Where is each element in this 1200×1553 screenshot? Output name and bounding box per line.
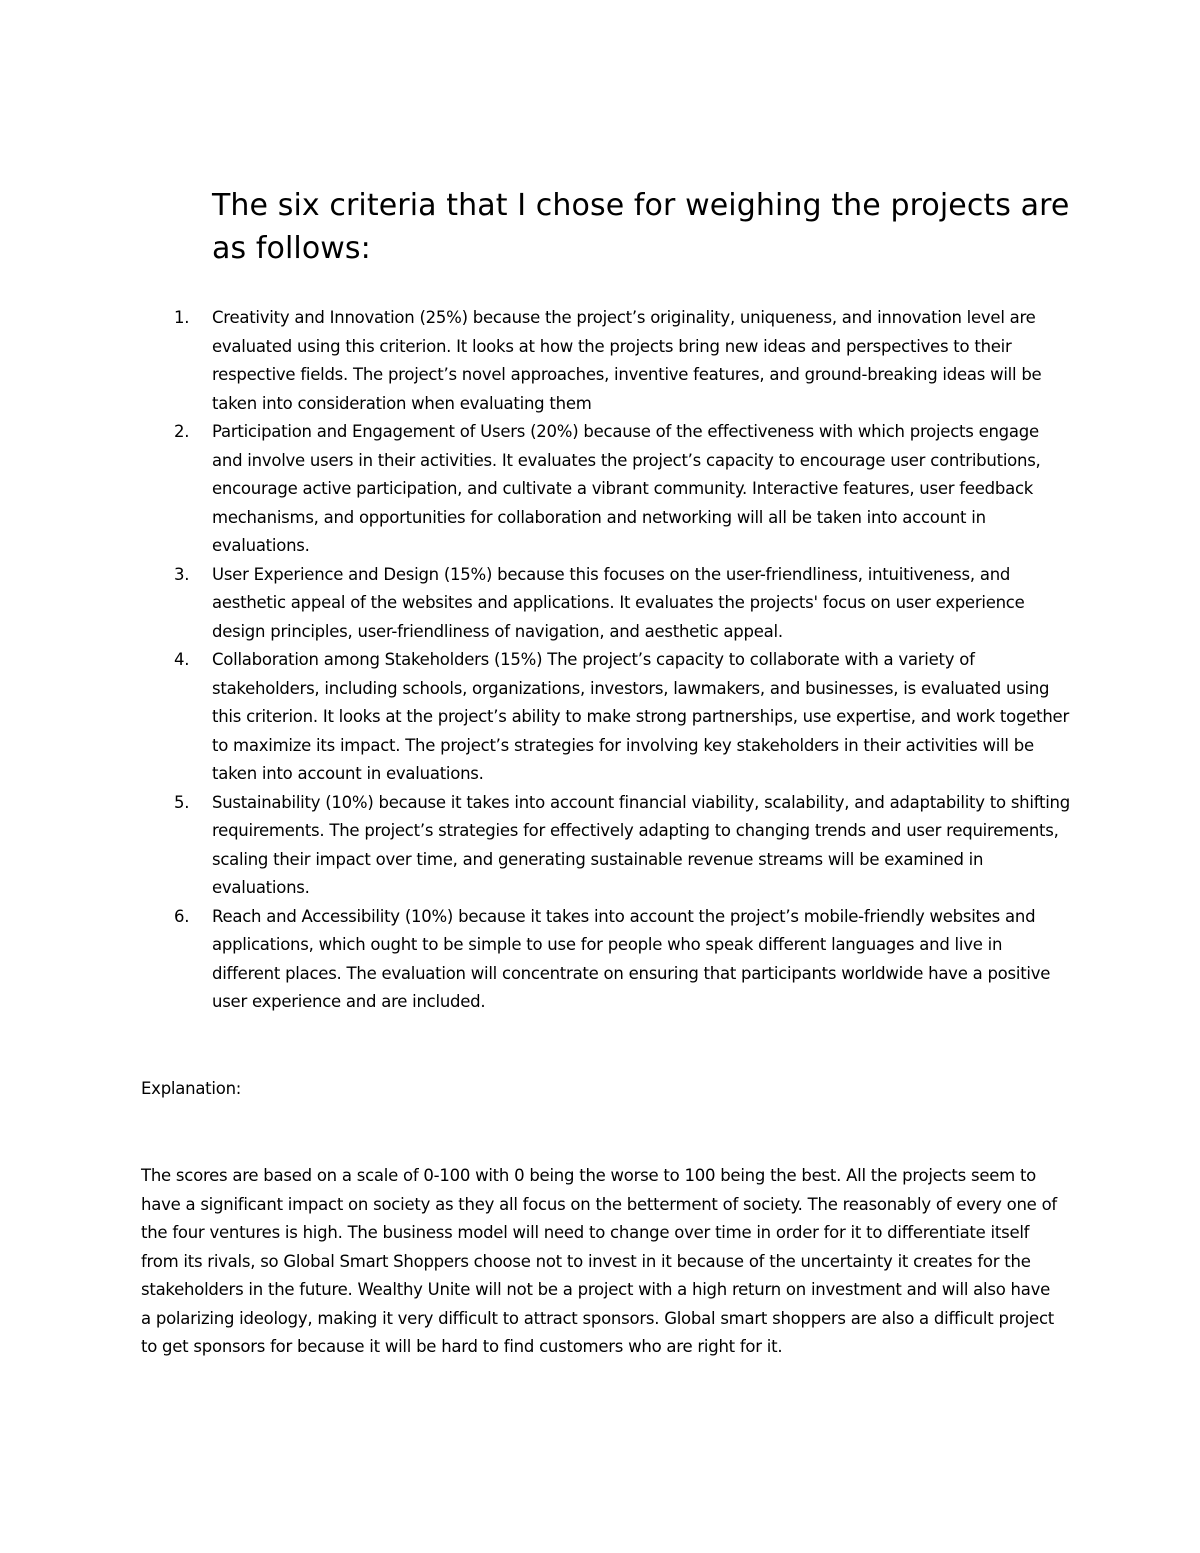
explanation-paragraph: The scores are based on a scale of 0-100 with 0 being the worse to 100 being the best. All the projects seem to have a significant impact on society as they all focus on the betterment of society. The reasonably of every one of the four ventures is high. The business model will need to change over time in order for it to differentiate itself from its rivals, so Global Smart Shoppers choose not to invest in it because of the uncertainty it creates for the stakeholders in the future. Wealthy Unite will not be a project with a high return on investment and will also have a polarizing ideology, making it very difficult to attract sponsors. Global smart shoppers are also a difficult project to get sponsors for because it will be hard to find customers who are right for it. (141, 1166, 1057, 1356)
list-item-number: 1. (174, 308, 190, 327)
list-item-number: 3. (174, 564, 190, 584)
list-item-text: Participation and Engagement of Users (20%) because of the effectiveness with which projects engage and involve users in their activities. It evaluates the project’s capacity to encourage user contributions, encourage active participation, and cultivate a vibrant community. Interactive features, user feedback mechanisms, and opportunities for collaboration and networking will all be taken into account in evaluations. (212, 422, 1041, 555)
list-item (174, 561, 1072, 647)
list-item (174, 646, 1072, 789)
explanation-label: Explanation: (141, 1079, 242, 1098)
list-item (174, 903, 1072, 1017)
page-heading: The six criteria that I chose for weighing the projects are as follows: (212, 188, 1070, 266)
list-item (174, 789, 1072, 903)
list-item-number: 5. (174, 792, 190, 812)
list-item-text: Creativity and Innovation (25%) because the project’s originality, uniqueness, and innovation level are evaluated using this criterion. It looks at how the projects bring new ideas and perspectives to their respective fields. The project’s novel approaches, inventive features, and ground-breaking ideas will be taken into consideration when evaluating them (212, 308, 1042, 413)
list-item-text: Sustainability (10%) because it takes into account financial viability, scalability, and adaptability to shifting requirements. The project’s strategies for effectively adapting to changing trends and user requirements, scaling their impact over time, and generating sustainable revenue streams will be examined in evaluations. (212, 792, 1070, 897)
list-item-number: 2. (174, 422, 190, 441)
list-item-number: 6. (174, 906, 190, 926)
criteria-list (174, 304, 1072, 1017)
list-item-number: 4. (174, 650, 190, 669)
list-item-text: Collaboration among Stakeholders (15%) The project’s capacity to collaborate with a variety of stakeholders, including schools, organizations, investors, lawmakers, and businesses, is evaluated using this criterion. It looks at the project’s ability to make strong partnerships, use expertise, and work together to maximize its impact. The project’s strategies for involving key stakeholders in their activities will be taken into account in evaluations. (212, 650, 1069, 783)
list-item (174, 418, 1072, 561)
list-item-text: Reach and Accessibility (10%) because it takes into account the project’s mobile-friendly websites and applications, which ought to be simple to use for people who speak different languages and live in different places. The evaluation will concentrate on ensuring that participants worldwide have a positive user experience and are included. (212, 906, 1051, 1011)
list-item (174, 304, 1072, 418)
list-item-text: User Experience and Design (15%) because this focuses on the user-friendliness, intuitiveness, and aesthetic appeal of the websites and applications. It evaluates the projects' focus on user experience design principles, user-friendliness of navigation, and aesthetic appeal. (212, 564, 1025, 641)
